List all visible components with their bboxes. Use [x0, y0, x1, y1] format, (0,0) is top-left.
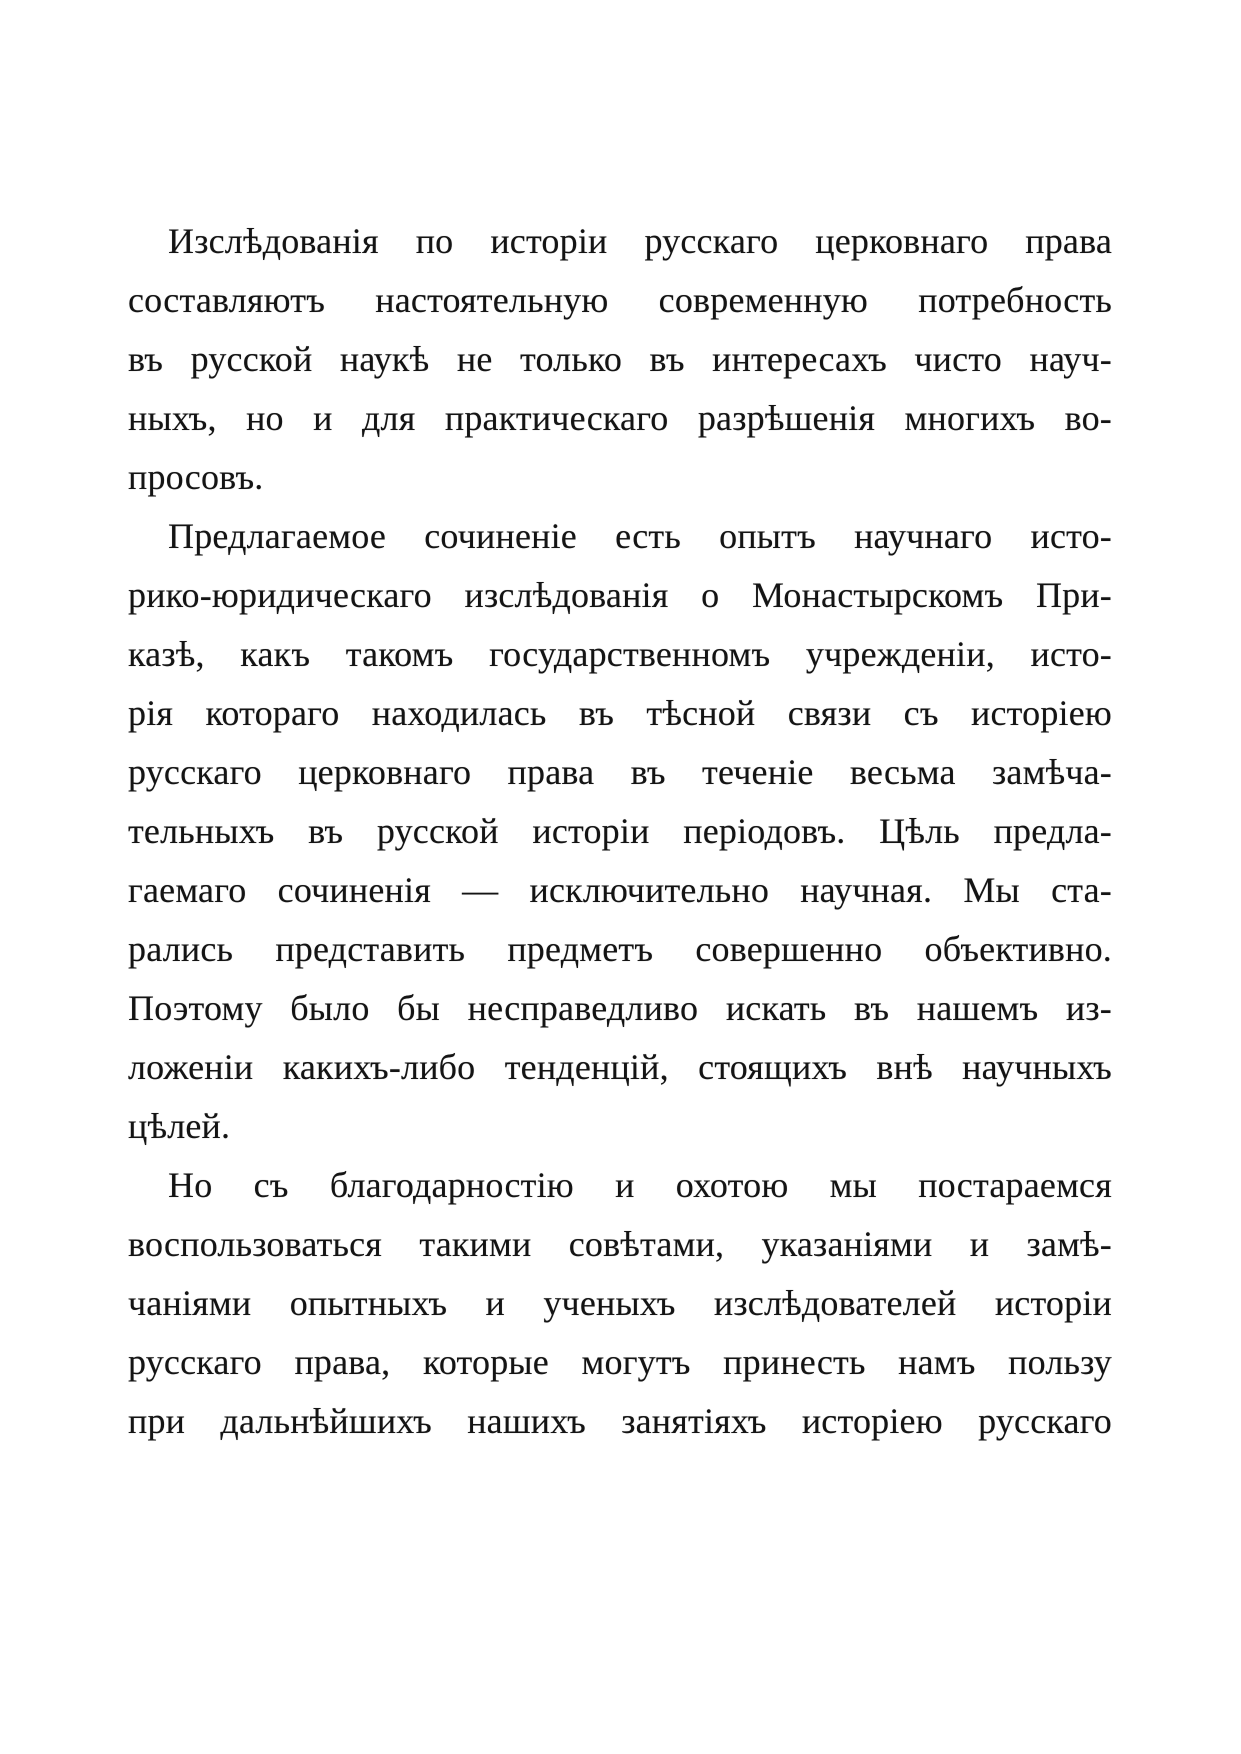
text-line: русскаго церковнаго права въ теченіе весьма замѣча-: [128, 752, 1112, 792]
text-line: русскаго права, которые могутъ принесть намъ пользу: [128, 1342, 1112, 1382]
text-line: чаніями опытныхъ и ученыхъ изслѣдователей исторіи: [128, 1283, 1112, 1323]
text-line: воспользоваться такими совѣтами, указаніями и замѣ-: [128, 1224, 1112, 1264]
text-line: ныхъ, но и для практическаго разрѣшенія многихъ во-: [128, 398, 1112, 438]
text-line: въ русской наукѣ не только въ интересахъ чисто науч-: [128, 339, 1112, 379]
text-line: ложеніи какихъ-либо тенденцій, стоящихъ внѣ научныхъ: [128, 1047, 1112, 1087]
text-line: при дальнѣйшихъ нашихъ занятіяхъ исторіею русскаго: [128, 1401, 1112, 1441]
text-line: рико-юридическаго изслѣдованія о Монастырскомъ При-: [128, 575, 1112, 615]
text-line: тельныхъ въ русской исторіи періодовъ. Цѣль предла-: [128, 811, 1112, 851]
text-line: рія котораго находилась въ тѣсной связи съ исторіею: [128, 693, 1112, 733]
text-line: Предлагаемое сочиненіе есть опытъ научнаго исто-: [168, 516, 1112, 556]
page-text-block: [128, 212, 1112, 1451]
text-line: Но съ благодарностію и охотою мы постараемся: [168, 1165, 1112, 1205]
text-line: Поэтому было бы несправедливо искать въ нашемъ из-: [128, 988, 1112, 1028]
text-line: казѣ, какъ такомъ государственномъ учрежденіи, исто-: [128, 634, 1112, 674]
text-line: цѣлей.: [128, 1106, 231, 1146]
text-line: Изслѣдованія по исторіи русскаго церковнаго права: [168, 221, 1112, 261]
text-line: составляютъ настоятельную современную потребность: [128, 280, 1112, 320]
text-line: рались представить предметъ совершенно объективно.: [128, 929, 1112, 969]
text-line: просовъ.: [128, 457, 264, 497]
text-line: гаемаго сочиненія — исключительно научная. Мы ста-: [128, 870, 1112, 910]
